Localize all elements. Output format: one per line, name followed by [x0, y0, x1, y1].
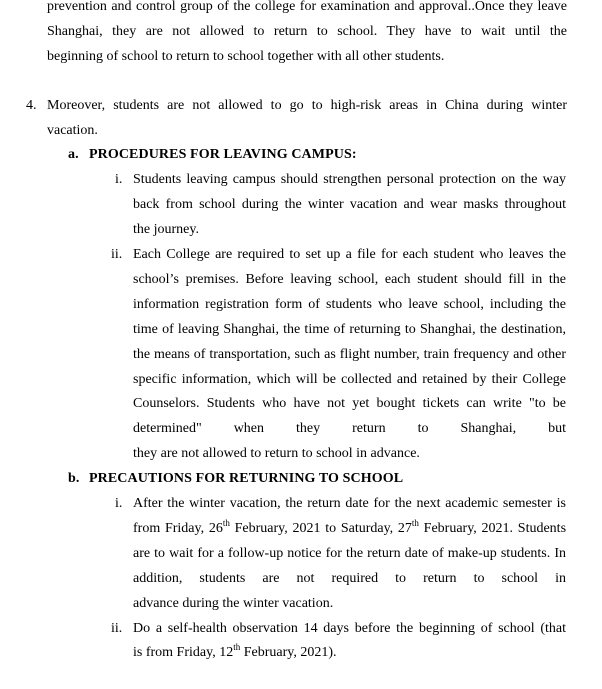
- list-marker-a-ii: ii.: [111, 247, 123, 262]
- text-line: back from school during the winter vacation and wear masks throughout: [133, 197, 566, 213]
- section-a-heading: PROCEDURES FOR LEAVING CAMPUS:: [89, 147, 357, 163]
- item-4-paragraph-end: [47, 119, 567, 144]
- text-line: school’s premises. Before leaving school, each student should fill in the: [133, 271, 566, 287]
- item-a-ii-paragraph: [133, 243, 566, 467]
- text-line: After the winter vacation, the return date for the next academic semester is: [133, 496, 566, 511]
- section-a-marker: a.: [68, 147, 79, 163]
- list-marker-b-ii: ii.: [111, 620, 123, 636]
- list-marker-a-i: i.: [115, 172, 123, 188]
- text-line: Do a self-health observation 14 days before the beginning of school (that: [133, 620, 566, 636]
- text-line: advance during the winter vacation.: [133, 595, 334, 611]
- item-b-i-paragraph-end: [133, 592, 566, 617]
- list-marker-b-i: i.: [115, 496, 123, 511]
- text-line: tickets can write "to be determined" when they return to Shanghai, but: [133, 396, 567, 437]
- text-line-with-dates: from Friday, 26th February, 2021 to Saturday, 27th February, 2021.: [133, 517, 514, 536]
- ordinal-suffix: th: [233, 642, 241, 653]
- text-line: destination, the means of transportation, such as flight number, train: [133, 321, 567, 362]
- text-line: they are not allowed to return to school in advance.: [133, 446, 420, 462]
- text-line: leave Shanghai, they are not allowed to return to school. They have to wait until the: [47, 0, 568, 39]
- text-line: the journey.: [133, 222, 199, 238]
- item-a-i-paragraph-end: [133, 218, 566, 243]
- text-line: beginning of school to return to school together with all other students.: [47, 48, 445, 64]
- text-line: frequency and other specific information, which will be collected and: [133, 346, 566, 387]
- text-line: time of leaving Shanghai, the time of returning to Shanghai, the: [133, 321, 497, 337]
- section-b-marker: b.: [68, 471, 80, 487]
- item-a-ii-paragraph-end: [133, 442, 566, 467]
- text-line: information registration form of students who leave school, including the: [133, 296, 566, 312]
- text-line: Students are to wait for a follow-up notice for the return date of make-up: [133, 520, 567, 561]
- text-line: students. In addition, students are not required to return to school in: [133, 545, 566, 586]
- ordinal-suffix: th: [411, 517, 419, 528]
- text-line-with-date: is from Friday, 12th February, 2021).: [133, 642, 337, 661]
- section-b-heading: PRECAUTIONS FOR RETURNING TO SCHOOL: [89, 471, 404, 487]
- text-line: Students leaving campus should strengthen personal protection on the way: [133, 172, 566, 188]
- continued-paragraph-end: [47, 45, 567, 70]
- list-marker-4: 4.: [26, 97, 37, 113]
- text-line: Each College are required to set up a file for each student who leaves the: [133, 247, 566, 262]
- item-b-ii-paragraph-end: [133, 641, 566, 666]
- text-line: vacation.: [47, 122, 98, 138]
- ordinal-suffix: th: [222, 517, 230, 528]
- text-line: Moreover, students are not allowed to go to high-risk areas in China during winter: [47, 97, 567, 113]
- text-line: retained by their College Counselors. Students who have not yet bought: [133, 371, 567, 412]
- text-line: prevention and control group of the college for examination and approval..Once they: [47, 0, 534, 14]
